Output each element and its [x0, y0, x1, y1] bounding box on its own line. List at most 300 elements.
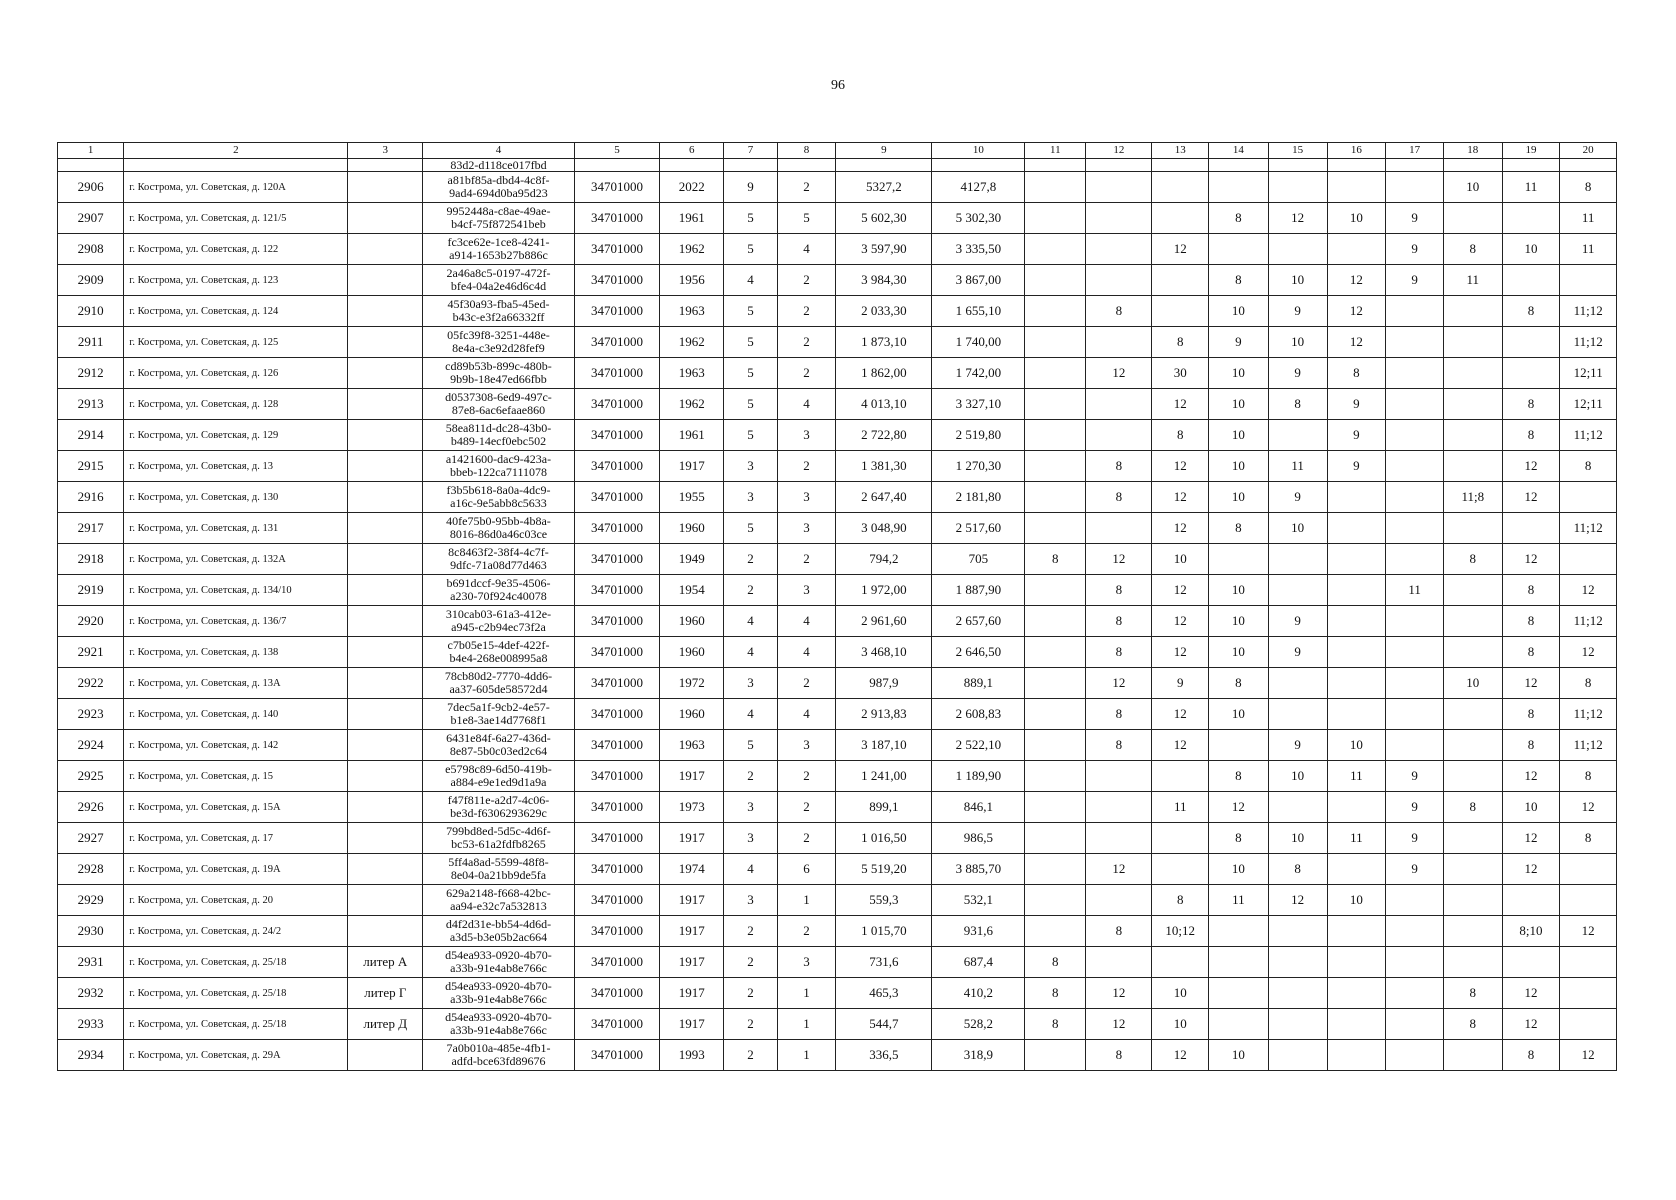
fias-guid-part: d54ea933-0920-4b70-: [445, 1010, 552, 1024]
col-16-cell: 8: [1327, 358, 1386, 389]
col-20-cell: [1560, 885, 1617, 916]
col-18-cell: [1443, 389, 1502, 420]
col-16-cell: [1327, 172, 1386, 203]
fias-guid-part: a914-1653b27b886c: [449, 248, 548, 262]
col-20-cell: 12: [1560, 637, 1617, 668]
oktmo-cell: 34701000: [574, 761, 659, 792]
col-16-cell: 10: [1327, 203, 1386, 234]
col-19-cell: 12: [1502, 978, 1560, 1009]
oktmo-cell: 34701000: [574, 296, 659, 327]
table-row: [58, 544, 1617, 575]
col-16-cell: [1327, 978, 1386, 1009]
table-row: [58, 854, 1617, 885]
col-16-cell: [1327, 544, 1386, 575]
row-number-cell: 2915: [58, 451, 124, 482]
entrances-cell: 4: [777, 606, 836, 637]
row-number-cell: 2932: [58, 978, 124, 1009]
row-number-cell: 2907: [58, 203, 124, 234]
col-16-cell: [1327, 482, 1386, 513]
column-header-1: 1: [58, 143, 124, 159]
col-16-cell: [1327, 947, 1386, 978]
floors-cell: 3: [724, 482, 777, 513]
col-18-cell: 8: [1443, 978, 1502, 1009]
fias-guid-part: b4e4-268e008995a8: [449, 651, 548, 665]
address-cell: г. Кострома, ул. Советская, д. 126: [124, 358, 348, 389]
fias-guid-part: 45f30a93-fba5-45ed-: [447, 297, 550, 311]
liter-cell: [348, 296, 423, 327]
col-14-cell: [1209, 172, 1269, 203]
col-16-cell: 10: [1327, 885, 1386, 916]
col-12-cell: [1086, 389, 1152, 420]
living-area-cell: 705: [932, 544, 1025, 575]
entrances-cell: 4: [777, 699, 836, 730]
table-row: [58, 885, 1617, 916]
col-14-cell: 10: [1209, 575, 1269, 606]
col-16-cell: 9: [1327, 420, 1386, 451]
col-12-cell: [1086, 172, 1152, 203]
col-11-cell: [1025, 172, 1086, 203]
col-15-cell: [1268, 420, 1327, 451]
fias-guid-cell: [423, 544, 575, 575]
living-area-cell: 3 885,70: [932, 854, 1025, 885]
address-cell: г. Кострома, ул. Советская, д. 24/2: [124, 916, 348, 947]
col-15-cell: [1268, 1009, 1327, 1040]
address-cell: г. Кострома, ул. Советская, д. 130: [124, 482, 348, 513]
col-15-cell: 9: [1268, 730, 1327, 761]
oktmo-cell: 34701000: [574, 792, 659, 823]
floors-cell: 3: [724, 823, 777, 854]
col-20-cell: 11;12: [1560, 513, 1617, 544]
col-12-cell: 8: [1086, 606, 1152, 637]
col-13-cell: 12: [1152, 699, 1209, 730]
col-13-cell: [1152, 823, 1209, 854]
year-built-cell: 1917: [660, 978, 724, 1009]
oktmo-cell: 34701000: [574, 327, 659, 358]
col-13-cell: 12: [1152, 606, 1209, 637]
col-13-cell: [1152, 265, 1209, 296]
col-12-cell: 12: [1086, 358, 1152, 389]
col-19-cell: [1502, 885, 1560, 916]
address-cell: г. Кострома, ул. Советская, д. 20: [124, 885, 348, 916]
col-17-cell: [1386, 1009, 1444, 1040]
row-number-cell: 2931: [58, 947, 124, 978]
fias-guid-part: bfe4-04a2e46d6c4d: [450, 279, 547, 293]
address-cell: г. Кострома, ул. Советская, д. 138: [124, 637, 348, 668]
fias-guid-part: fc3ce62e-1ce8-4241-: [447, 235, 550, 249]
fias-guid-part: aa37-605de58572d4: [449, 682, 548, 696]
fias-guid-part: c7b05e15-4def-422f-: [447, 638, 550, 652]
entrances-cell: 2: [777, 823, 836, 854]
col-17-cell: [1386, 668, 1444, 699]
oktmo-cell: 34701000: [574, 420, 659, 451]
floors-cell: 4: [724, 606, 777, 637]
fias-guid-part: a33b-91e4ab8e766c: [450, 1023, 547, 1037]
total-area-cell: 2 722,80: [836, 420, 932, 451]
col-19-cell: 8: [1502, 637, 1560, 668]
fias-guid-part: 629a2148-f668-42bc-: [446, 886, 551, 900]
living-area-cell: 3 335,50: [932, 234, 1025, 265]
col-15-cell: 10: [1268, 327, 1327, 358]
year-built-cell: 1917: [660, 947, 724, 978]
entrances-cell: 1: [777, 1040, 836, 1071]
col-16-cell: [1327, 668, 1386, 699]
fias-guid-part: 2a46a8c5-0197-472f-: [446, 266, 551, 280]
col-19-cell: 8: [1502, 575, 1560, 606]
total-area-cell: 899,1: [836, 792, 932, 823]
col-14-cell: 10: [1209, 1040, 1269, 1071]
oktmo-cell: 34701000: [574, 885, 659, 916]
floors-cell: 2: [724, 978, 777, 1009]
col-20-cell: 11: [1560, 203, 1617, 234]
living-area-cell: 1 740,00: [932, 327, 1025, 358]
col-18-cell: 10: [1443, 668, 1502, 699]
fias-guid-part: 799bd8ed-5d5c-4d6f-: [446, 824, 551, 838]
table-row: [58, 668, 1617, 699]
col-12-cell: 8: [1086, 451, 1152, 482]
col-15-cell: [1268, 792, 1327, 823]
col-11-cell: 8: [1025, 978, 1086, 1009]
col-18-cell: [1443, 575, 1502, 606]
table-row: [58, 172, 1617, 203]
col-12-cell: [1086, 327, 1152, 358]
fias-guid-cell: [423, 451, 575, 482]
fias-guid-part: 310cab03-61a3-412e-: [445, 607, 552, 621]
col-20-cell: [1560, 1009, 1617, 1040]
col-18-cell: 11: [1443, 265, 1502, 296]
fias-guid-cell: [423, 265, 575, 296]
col-19-cell: 12: [1502, 823, 1560, 854]
col-15-cell: 9: [1268, 606, 1327, 637]
col-19-cell: 8: [1502, 296, 1560, 327]
col-12-cell: [1086, 885, 1152, 916]
fias-guid-cell: [423, 854, 575, 885]
fias-guid-part: 8e04-0a21bb9de5fa: [450, 868, 547, 882]
col-16-cell: 10: [1327, 730, 1386, 761]
col-15-cell: [1268, 978, 1327, 1009]
year-built-cell: 1954: [660, 575, 724, 606]
col-20-cell: 12;11: [1560, 389, 1617, 420]
column-header-19: 19: [1502, 143, 1560, 159]
total-area-cell: 465,3: [836, 978, 932, 1009]
col-15-cell: [1268, 544, 1327, 575]
total-area-cell: 2 647,40: [836, 482, 932, 513]
total-area-cell: 559,3: [836, 885, 932, 916]
fias-guid-part: a33b-91e4ab8e766c: [450, 961, 547, 975]
total-area-cell: 3 048,90: [836, 513, 932, 544]
col-17-cell: [1386, 606, 1444, 637]
col-11-cell: [1025, 234, 1086, 265]
fias-guid-part: b4cf-75f872541beb: [451, 217, 546, 231]
col-12-cell: 8: [1086, 575, 1152, 606]
liter-cell: [348, 730, 423, 761]
col-11-cell: [1025, 203, 1086, 234]
col-18-cell: 8: [1443, 792, 1502, 823]
oktmo-cell: 34701000: [574, 978, 659, 1009]
column-number-header-row: [58, 143, 1617, 159]
col-11-cell: 8: [1025, 544, 1086, 575]
entrances-cell: 6: [777, 854, 836, 885]
row-number-cell: 2913: [58, 389, 124, 420]
year-built-cell: 1963: [660, 730, 724, 761]
col-16-cell: [1327, 699, 1386, 730]
col-12-cell: [1086, 265, 1152, 296]
col-13-cell: [1152, 203, 1209, 234]
row-number-cell: 2919: [58, 575, 124, 606]
col-17-cell: 9: [1386, 854, 1444, 885]
living-area-cell: 846,1: [932, 792, 1025, 823]
col-14-cell: [1209, 978, 1269, 1009]
col-20-cell: 11;12: [1560, 420, 1617, 451]
col-20-cell: 12: [1560, 575, 1617, 606]
fias-guid-part: be3d-f6306293629c: [450, 806, 547, 820]
table-body: [58, 159, 1617, 1071]
total-area-cell: 544,7: [836, 1009, 932, 1040]
living-area-cell: 3 327,10: [932, 389, 1025, 420]
column-header-5: 5: [574, 143, 659, 159]
col-15-cell: [1268, 668, 1327, 699]
floors-cell: 5: [724, 327, 777, 358]
col-13-cell: 12: [1152, 637, 1209, 668]
total-area-cell: 1 015,70: [836, 916, 932, 947]
col-16-cell: [1327, 916, 1386, 947]
col-13-cell: 12: [1152, 451, 1209, 482]
living-area-cell: 1 270,30: [932, 451, 1025, 482]
entrances-cell: 3: [777, 482, 836, 513]
col-14-cell: 10: [1209, 637, 1269, 668]
col-11-cell: [1025, 327, 1086, 358]
year-built-cell: 1973: [660, 792, 724, 823]
fias-guid-cell: [423, 327, 575, 358]
col-20-cell: 8: [1560, 451, 1617, 482]
col-11-cell: [1025, 513, 1086, 544]
column-header-20: 20: [1560, 143, 1617, 159]
column-header-9: 9: [836, 143, 932, 159]
col-15-cell: 8: [1268, 854, 1327, 885]
col-11-cell: [1025, 389, 1086, 420]
table-row: [58, 637, 1617, 668]
fias-guid-part: a1421600-dac9-423a-: [445, 452, 552, 466]
housing-table-container: [57, 142, 1617, 1071]
col-14-cell: [1209, 947, 1269, 978]
liter-cell: [348, 823, 423, 854]
total-area-cell: 1 381,30: [836, 451, 932, 482]
col-11-cell: [1025, 606, 1086, 637]
col-20-cell: [1560, 978, 1617, 1009]
fias-guid-cell: [423, 916, 575, 947]
fias-guid-part: 8016-86d0a46c03ce: [449, 527, 548, 541]
fias-guid-part: 8c8463f2-38f4-4c7f-: [448, 545, 549, 559]
col-13-cell: 8: [1152, 885, 1209, 916]
fias-guid-part: a230-70f924c40078: [450, 589, 547, 603]
col-19-cell: 8: [1502, 606, 1560, 637]
fias-guid-part: 7a0b010a-485e-4fb1-: [446, 1041, 551, 1055]
liter-cell: [348, 513, 423, 544]
row-number-cell: 2917: [58, 513, 124, 544]
col-15-cell: 9: [1268, 482, 1327, 513]
fias-guid-part: a33b-91e4ab8e766c: [450, 992, 547, 1006]
floors-cell: 5: [724, 203, 777, 234]
total-area-cell: 1 241,00: [836, 761, 932, 792]
col-16-cell: [1327, 854, 1386, 885]
row-number-cell: 2925: [58, 761, 124, 792]
col-17-cell: [1386, 358, 1444, 389]
liter-cell: [348, 482, 423, 513]
oktmo-cell: 34701000: [574, 358, 659, 389]
liter-cell: [348, 234, 423, 265]
col-16-cell: 11: [1327, 761, 1386, 792]
table-row: [58, 451, 1617, 482]
col-17-cell: [1386, 296, 1444, 327]
col-18-cell: 10: [1443, 172, 1502, 203]
fias-guid-part: a16c-9e5abb8c5633: [450, 496, 547, 510]
liter-cell: [348, 637, 423, 668]
floors-cell: 5: [724, 420, 777, 451]
oktmo-cell: 34701000: [574, 234, 659, 265]
col-19-cell: [1502, 265, 1560, 296]
col-12-cell: 8: [1086, 1040, 1152, 1071]
oktmo-cell: 34701000: [574, 668, 659, 699]
total-area-cell: 336,5: [836, 1040, 932, 1071]
living-area-cell: 2 522,10: [932, 730, 1025, 761]
col-20-cell: [1560, 947, 1617, 978]
total-area-cell: 1 862,00: [836, 358, 932, 389]
year-built-cell: 1961: [660, 203, 724, 234]
col-20-cell: 12: [1560, 1040, 1617, 1071]
col-20-cell: 11;12: [1560, 327, 1617, 358]
col-18-cell: [1443, 606, 1502, 637]
year-built-cell: 1956: [660, 265, 724, 296]
col-14-cell: [1209, 730, 1269, 761]
col-19-cell: 12: [1502, 761, 1560, 792]
floors-cell: 2: [724, 947, 777, 978]
col-19-cell: 11: [1502, 172, 1560, 203]
floors-cell: 3: [724, 451, 777, 482]
col-11-cell: [1025, 885, 1086, 916]
col-18-cell: [1443, 513, 1502, 544]
col-17-cell: [1386, 172, 1444, 203]
col-13-cell: 10: [1152, 978, 1209, 1009]
col-13-cell: 30: [1152, 358, 1209, 389]
col-15-cell: [1268, 916, 1327, 947]
oktmo-cell: 34701000: [574, 482, 659, 513]
row-number-cell: 2911: [58, 327, 124, 358]
col-12-cell: 8: [1086, 699, 1152, 730]
year-built-cell: 1962: [660, 234, 724, 265]
fias-guid-part: f47f811e-a2d7-4c06-: [447, 793, 550, 807]
col-12-cell: [1086, 513, 1152, 544]
liter-cell: [348, 358, 423, 389]
liter-cell: [348, 420, 423, 451]
col-17-cell: 9: [1386, 234, 1444, 265]
col-14-cell: 8: [1209, 513, 1269, 544]
floors-cell: 2: [724, 1009, 777, 1040]
floors-cell: 3: [724, 668, 777, 699]
column-header-15: 15: [1268, 143, 1327, 159]
total-area-cell: 5 602,30: [836, 203, 932, 234]
address-cell: г. Кострома, ул. Советская, д. 129: [124, 420, 348, 451]
col-18-cell: 8: [1443, 234, 1502, 265]
column-header-2: 2: [124, 143, 348, 159]
oktmo-cell: 34701000: [574, 823, 659, 854]
oktmo-cell: 34701000: [574, 854, 659, 885]
liter-cell: [348, 172, 423, 203]
address-cell: г. Кострома, ул. Советская, д. 15А: [124, 792, 348, 823]
address-cell: г. Кострома, ул. Советская, д. 123: [124, 265, 348, 296]
col-19-cell: 12: [1502, 451, 1560, 482]
living-area-cell: 889,1: [932, 668, 1025, 699]
col-11-cell: [1025, 358, 1086, 389]
fias-guid-part: 9952448a-c8ae-49ae-: [446, 204, 551, 218]
col-19-cell: 12: [1502, 854, 1560, 885]
entrances-cell: 2: [777, 172, 836, 203]
col-18-cell: [1443, 203, 1502, 234]
floors-cell: 4: [724, 854, 777, 885]
col-20-cell: 11: [1560, 234, 1617, 265]
col-11-cell: [1025, 1040, 1086, 1071]
living-area-cell: 1 189,90: [932, 761, 1025, 792]
liter-cell: литер Д: [348, 1009, 423, 1040]
year-built-cell: 2022: [660, 172, 724, 203]
col-15-cell: 12: [1268, 203, 1327, 234]
col-12-cell: [1086, 761, 1152, 792]
total-area-cell: 2 913,83: [836, 699, 932, 730]
col-15-cell: 10: [1268, 265, 1327, 296]
col-12-cell: [1086, 420, 1152, 451]
fias-guid-cell: [423, 296, 575, 327]
col-14-cell: 10: [1209, 389, 1269, 420]
column-header-3: 3: [348, 143, 423, 159]
col-14-cell: 10: [1209, 451, 1269, 482]
col-13-cell: 8: [1152, 420, 1209, 451]
col-17-cell: 9: [1386, 761, 1444, 792]
living-area-cell: 1 887,90: [932, 575, 1025, 606]
fias-guid-cell: [423, 885, 575, 916]
col-18-cell: [1443, 327, 1502, 358]
row-number-cell: 2933: [58, 1009, 124, 1040]
table-row: [58, 823, 1617, 854]
col-12-cell: 8: [1086, 730, 1152, 761]
col-17-cell: 9: [1386, 823, 1444, 854]
floors-cell: 2: [724, 1040, 777, 1071]
col-17-cell: [1386, 482, 1444, 513]
row-number-cell: 2926: [58, 792, 124, 823]
column-header-6: 6: [660, 143, 724, 159]
col-12-cell: 12: [1086, 1009, 1152, 1040]
fias-guid-part: b43c-e3f2a66332ff: [452, 310, 545, 324]
oktmo-cell: 34701000: [574, 637, 659, 668]
col-11-cell: [1025, 761, 1086, 792]
total-area-cell: 731,6: [836, 947, 932, 978]
floors-cell: 5: [724, 358, 777, 389]
address-cell: г. Кострома, ул. Советская, д. 140: [124, 699, 348, 730]
col-20-cell: 11;12: [1560, 296, 1617, 327]
entrances-cell: 1: [777, 885, 836, 916]
col-19-cell: 8;10: [1502, 916, 1560, 947]
table-row: [58, 761, 1617, 792]
year-built-cell: 1917: [660, 823, 724, 854]
row-number-cell: 2908: [58, 234, 124, 265]
col-16-cell: 12: [1327, 327, 1386, 358]
address-cell: г. Кострома, ул. Советская, д. 29А: [124, 1040, 348, 1071]
col-11-cell: [1025, 482, 1086, 513]
floors-cell: 2: [724, 916, 777, 947]
col-19-cell: 8: [1502, 420, 1560, 451]
col-15-cell: 10: [1268, 823, 1327, 854]
year-built-cell: 1972: [660, 668, 724, 699]
col-11-cell: [1025, 916, 1086, 947]
col-12-cell: 8: [1086, 637, 1152, 668]
year-built-cell: 1963: [660, 296, 724, 327]
